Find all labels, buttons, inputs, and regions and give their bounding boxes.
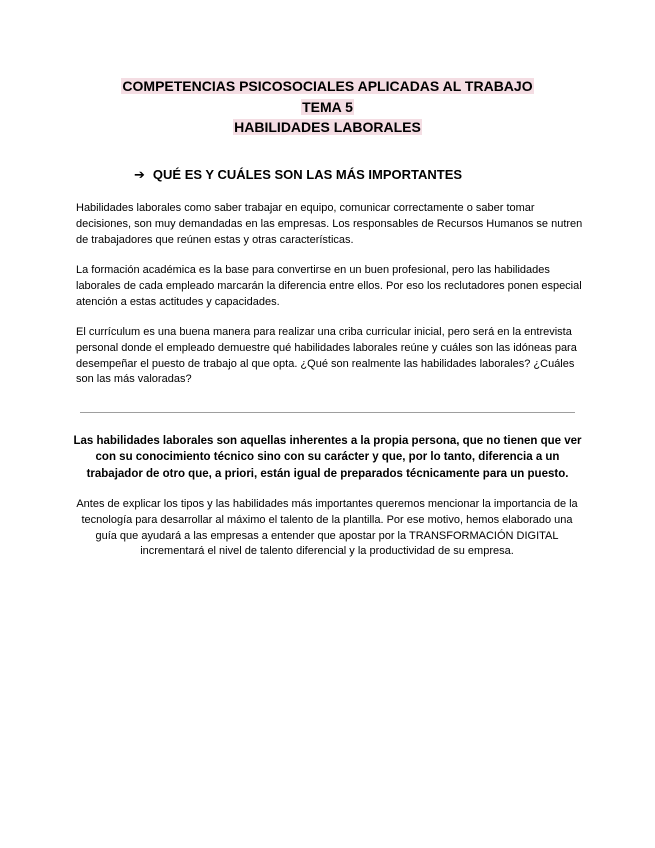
section-heading [134, 166, 462, 184]
paragraph-intro: Habilidades laborales como saber trabajar en equipo, comunicar correctamente o saber tomar decisiones, son muy demandadas en las empresas. Los responsables de Recursos Humanos se nutren de trabajadores que reúnen estas y otras características. [76, 202, 583, 246]
horizontal-divider [80, 412, 575, 413]
paragraph-curriculum: El currículum es una buena manera para realizar una criba curricular inicial, pero será en la entrevista personal donde el empleado demuestre qué habilidades laborales reúne y cuáles son las idóneas para desempeñar el puesto de trabajo al que opta. ¿Qué son realmente las habilidades laborales? ¿Cuáles son las más valoradas? [76, 326, 577, 386]
definition-paragraph: Las habilidades laborales son aquellas inherentes a la propia persona, que no tienen que ver con su conocimiento técnico sino con su carácter y que, por lo tanto, diferencia a un trabajador de otro que, a priori, están igual de preparados técnicamente para un puesto. [73, 435, 582, 480]
section-heading-text: QUÉ ES Y CUÁLES SON LAS MÁS IMPORTANTES [152, 167, 463, 182]
digital-transformation-paragraph: Antes de explicar los tipos y las habilidades más importantes queremos mencionar la importancia de la tecnología para desarrollar al máximo el talento de la plantilla. Por ese motivo, hemos elaborado una guía que ayudará a las empresas a entender que apostar por la TRANSFORMACIÓN DIGITAL incrementará el nivel de talento diferencial y la productividad de su empresa. [76, 498, 578, 558]
title-line-topic-name: HABILIDADES LABORALES [234, 119, 421, 135]
arrow-right-icon: ➔ [134, 167, 145, 182]
title-line-course: COMPETENCIAS PSICOSOCIALES APLICADAS AL TRABAJO [122, 78, 533, 94]
title-line-topic-number: TEMA 5 [302, 98, 353, 115]
paragraph-academic-training: La formación académica es la base para convertirse en un buen profesional, pero las habilidades laborales de cada empleado marcarán la diferencia entre ellos. Por eso los reclutadores ponen especial atención a estas actitudes y capacidades. [76, 264, 582, 308]
document-title [0, 76, 655, 138]
